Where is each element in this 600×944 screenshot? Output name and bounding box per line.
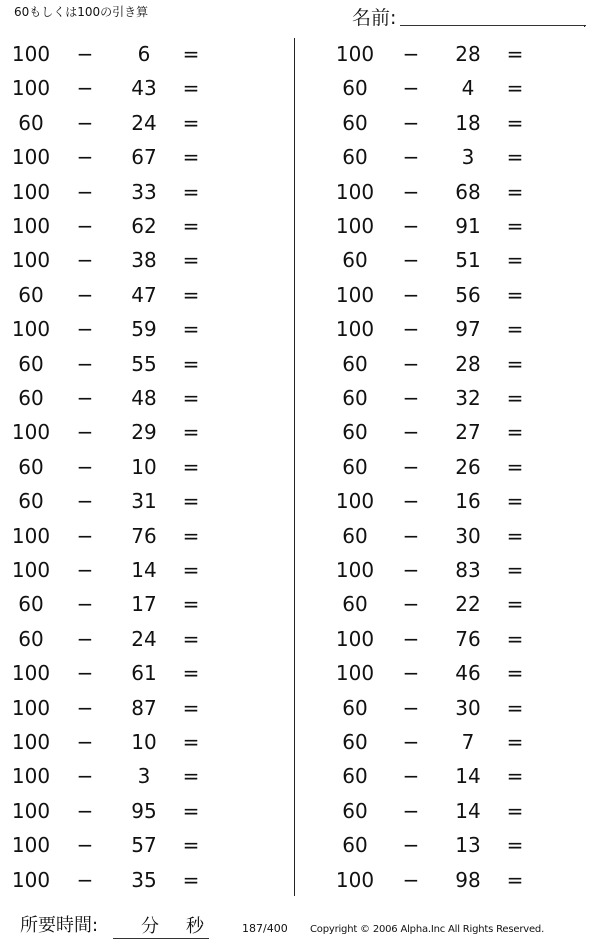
right-minuend: 100 — [335, 626, 375, 651]
left-minuend: 100 — [11, 558, 51, 582]
right-minuend: 100 — [335, 282, 375, 307]
minus-sign: − — [76, 695, 94, 720]
minus-sign: − — [402, 282, 420, 307]
problem-row — [0, 691, 600, 725]
minus-sign: − — [402, 867, 420, 892]
left-minuend: 100 — [11, 764, 51, 789]
equals-sign: = — [506, 558, 524, 582]
left-minuend: 100 — [11, 730, 51, 754]
minus-sign: − — [76, 145, 94, 170]
problem-row — [0, 71, 600, 105]
left-subtrahend: 61 — [131, 661, 157, 686]
equals-sign: = — [506, 145, 524, 170]
equals-sign: = — [182, 730, 200, 754]
problem-row — [0, 656, 600, 690]
problem-row — [0, 347, 600, 381]
equals-sign: = — [182, 592, 200, 617]
left-minuend: 60 — [18, 454, 44, 479]
left-minuend: 100 — [11, 317, 51, 342]
problem-row — [0, 106, 600, 140]
minus-sign: − — [402, 76, 420, 101]
left-minuend: 100 — [11, 695, 51, 720]
problem-row — [0, 759, 600, 793]
problem-row — [0, 863, 600, 897]
equals-sign: = — [506, 351, 524, 376]
problem-row — [0, 415, 600, 449]
right-subtrahend: 4 — [461, 76, 475, 101]
equals-sign: = — [182, 867, 200, 892]
page-number: 187/400 — [242, 922, 288, 935]
right-subtrahend: 68 — [455, 179, 481, 204]
right-subtrahend: 83 — [455, 558, 481, 582]
right-subtrahend: 13 — [455, 833, 481, 858]
equals-sign: = — [182, 454, 200, 479]
equals-sign: = — [182, 420, 200, 445]
minus-sign: − — [76, 42, 94, 66]
left-subtrahend: 29 — [131, 420, 157, 445]
right-subtrahend: 14 — [455, 764, 481, 789]
left-subtrahend: 76 — [131, 523, 157, 548]
minus-sign: − — [76, 558, 94, 582]
right-subtrahend: 16 — [455, 489, 481, 514]
right-minuend: 60 — [342, 730, 368, 754]
problem-row — [0, 622, 600, 656]
equals-sign: = — [182, 626, 200, 651]
equals-sign: = — [182, 351, 200, 376]
minus-sign: − — [76, 454, 94, 479]
right-minuend: 60 — [342, 523, 368, 548]
right-subtrahend: 98 — [455, 867, 481, 892]
minus-sign: − — [402, 798, 420, 823]
left-minuend: 60 — [18, 110, 44, 135]
equals-sign: = — [182, 282, 200, 307]
left-minuend: 100 — [11, 248, 51, 273]
minus-sign: − — [402, 110, 420, 135]
minus-sign: − — [76, 592, 94, 617]
left-subtrahend: 17 — [131, 592, 157, 617]
minus-sign: − — [402, 592, 420, 617]
left-subtrahend: 48 — [131, 386, 157, 410]
right-minuend: 100 — [335, 214, 375, 238]
worksheet-title: 60もしくは100の引き算 — [14, 5, 149, 19]
left-subtrahend: 38 — [131, 248, 157, 273]
right-subtrahend: 30 — [455, 695, 481, 720]
left-subtrahend: 31 — [131, 489, 157, 514]
minus-sign: − — [402, 626, 420, 651]
right-minuend: 100 — [335, 42, 375, 66]
equals-sign: = — [506, 661, 524, 686]
problem-row — [0, 587, 600, 621]
right-minuend: 60 — [342, 695, 368, 720]
equals-sign: = — [182, 317, 200, 342]
problem-row — [0, 37, 600, 71]
name-label: 名前: — [352, 7, 397, 29]
equals-sign: = — [506, 317, 524, 342]
minus-sign: − — [402, 730, 420, 754]
left-minuend: 100 — [11, 214, 51, 238]
right-minuend: 100 — [335, 317, 375, 342]
copyright-notice: Copyright © 2006 Alpha.Inc All Rights Reserved. — [310, 924, 545, 935]
left-minuend: 60 — [18, 626, 44, 651]
equals-sign: = — [182, 248, 200, 273]
name-line-dot: . — [583, 19, 587, 30]
equals-sign: = — [506, 282, 524, 307]
minus-sign: − — [76, 489, 94, 514]
problem-row — [0, 278, 600, 312]
right-minuend: 60 — [342, 145, 368, 170]
minus-sign: − — [76, 833, 94, 858]
right-subtrahend: 28 — [455, 351, 481, 376]
left-subtrahend: 95 — [131, 798, 157, 823]
right-minuend: 60 — [342, 76, 368, 101]
right-subtrahend: 32 — [455, 386, 481, 410]
minus-sign: − — [76, 179, 94, 204]
left-minuend: 100 — [11, 867, 51, 892]
left-minuend: 100 — [11, 145, 51, 170]
left-minuend: 60 — [18, 489, 44, 514]
minus-sign: − — [76, 626, 94, 651]
minus-sign: − — [76, 214, 94, 238]
right-minuend: 60 — [342, 833, 368, 858]
left-minuend: 100 — [11, 76, 51, 101]
left-minuend: 100 — [11, 420, 51, 445]
equals-sign: = — [182, 179, 200, 204]
minus-sign: − — [76, 420, 94, 445]
left-subtrahend: 59 — [131, 317, 157, 342]
right-subtrahend: 3 — [461, 145, 475, 170]
right-minuend: 60 — [342, 764, 368, 789]
equals-sign: = — [506, 248, 524, 273]
minus-sign: − — [402, 351, 420, 376]
left-subtrahend: 10 — [131, 454, 157, 479]
minus-sign: − — [402, 386, 420, 410]
minus-sign: − — [402, 695, 420, 720]
equals-sign: = — [182, 76, 200, 101]
problem-row — [0, 175, 600, 209]
minus-sign: − — [402, 214, 420, 238]
minus-sign: − — [76, 730, 94, 754]
minus-sign: − — [402, 558, 420, 582]
right-minuend: 60 — [342, 798, 368, 823]
minus-sign: − — [402, 833, 420, 858]
equals-sign: = — [182, 110, 200, 135]
equals-sign: = — [506, 454, 524, 479]
right-subtrahend: 56 — [455, 282, 481, 307]
equals-sign: = — [506, 867, 524, 892]
right-subtrahend: 46 — [455, 661, 481, 686]
minus-sign: − — [402, 764, 420, 789]
right-minuend: 60 — [342, 386, 368, 410]
equals-sign: = — [182, 695, 200, 720]
right-subtrahend: 30 — [455, 523, 481, 548]
equals-sign: = — [506, 798, 524, 823]
left-subtrahend: 47 — [131, 282, 157, 307]
left-minuend: 60 — [18, 351, 44, 376]
left-subtrahend: 87 — [131, 695, 157, 720]
equals-sign: = — [182, 764, 200, 789]
left-subtrahend: 6 — [137, 42, 151, 66]
equals-sign: = — [506, 420, 524, 445]
minus-sign: − — [402, 454, 420, 479]
right-minuend: 60 — [342, 592, 368, 617]
right-minuend: 60 — [342, 110, 368, 135]
right-subtrahend: 22 — [455, 592, 481, 617]
right-subtrahend: 18 — [455, 110, 481, 135]
equals-sign: = — [182, 489, 200, 514]
left-subtrahend: 24 — [131, 110, 157, 135]
minus-sign: − — [402, 420, 420, 445]
left-minuend: 100 — [11, 798, 51, 823]
right-minuend: 60 — [342, 454, 368, 479]
minus-sign: − — [76, 661, 94, 686]
seconds-unit: 秒 — [186, 916, 204, 937]
equals-sign: = — [182, 42, 200, 66]
minus-sign: − — [76, 248, 94, 273]
equals-sign: = — [506, 214, 524, 238]
left-subtrahend: 55 — [131, 351, 157, 376]
left-minuend: 60 — [18, 592, 44, 617]
problem-row — [0, 519, 600, 553]
left-subtrahend: 33 — [131, 179, 157, 204]
left-subtrahend: 67 — [131, 145, 157, 170]
problem-row — [0, 794, 600, 828]
minus-sign: − — [76, 76, 94, 101]
right-subtrahend: 14 — [455, 798, 481, 823]
right-minuend: 100 — [335, 661, 375, 686]
right-subtrahend: 51 — [455, 248, 481, 273]
problem-row — [0, 484, 600, 518]
problem-row — [0, 725, 600, 759]
problem-row — [0, 381, 600, 415]
equals-sign: = — [506, 179, 524, 204]
equals-sign: = — [182, 214, 200, 238]
minus-sign: − — [402, 42, 420, 66]
left-subtrahend: 14 — [131, 558, 157, 582]
name-blank-line — [400, 25, 586, 26]
equals-sign: = — [506, 592, 524, 617]
equals-sign: = — [182, 523, 200, 548]
left-minuend: 100 — [11, 523, 51, 548]
right-subtrahend: 27 — [455, 420, 481, 445]
left-subtrahend: 10 — [131, 730, 157, 754]
left-subtrahend: 24 — [131, 626, 157, 651]
minus-sign: − — [76, 867, 94, 892]
minus-sign: − — [76, 798, 94, 823]
left-minuend: 100 — [11, 42, 51, 66]
left-subtrahend: 35 — [131, 867, 157, 892]
equals-sign: = — [506, 76, 524, 101]
minus-sign: − — [402, 145, 420, 170]
left-subtrahend: 62 — [131, 214, 157, 238]
minus-sign: − — [402, 661, 420, 686]
equals-sign: = — [506, 386, 524, 410]
problem-row — [0, 209, 600, 243]
equals-sign: = — [182, 798, 200, 823]
footer — [0, 912, 600, 942]
minus-sign: − — [76, 351, 94, 376]
minus-sign: − — [76, 110, 94, 135]
equals-sign: = — [506, 523, 524, 548]
left-minuend: 60 — [18, 386, 44, 410]
problem-row — [0, 553, 600, 587]
equals-sign: = — [182, 145, 200, 170]
right-minuend: 100 — [335, 179, 375, 204]
minus-sign: − — [402, 248, 420, 273]
right-minuend: 60 — [342, 248, 368, 273]
problem-row — [0, 450, 600, 484]
right-subtrahend: 76 — [455, 626, 481, 651]
right-minuend: 100 — [335, 867, 375, 892]
problem-row — [0, 140, 600, 174]
equals-sign: = — [506, 730, 524, 754]
equals-sign: = — [182, 558, 200, 582]
left-subtrahend: 57 — [131, 833, 157, 858]
right-minuend: 60 — [342, 351, 368, 376]
left-minuend: 60 — [18, 282, 44, 307]
left-minuend: 100 — [11, 833, 51, 858]
problem-row — [0, 243, 600, 277]
minus-sign: − — [76, 523, 94, 548]
right-subtrahend: 91 — [455, 214, 481, 238]
left-minuend: 100 — [11, 179, 51, 204]
right-minuend: 100 — [335, 489, 375, 514]
left-minuend: 100 — [11, 661, 51, 686]
time-required-label: 所要時間: — [20, 915, 99, 936]
left-subtrahend: 3 — [137, 764, 151, 789]
minus-sign: − — [76, 317, 94, 342]
problem-row — [0, 312, 600, 346]
equals-sign: = — [506, 489, 524, 514]
right-minuend: 100 — [335, 558, 375, 582]
equals-sign: = — [182, 386, 200, 410]
equals-sign: = — [182, 661, 200, 686]
equals-sign: = — [506, 42, 524, 66]
minutes-unit: 分 — [141, 916, 159, 937]
minus-sign: − — [402, 317, 420, 342]
minus-sign: − — [76, 386, 94, 410]
minus-sign: − — [402, 489, 420, 514]
right-minuend: 60 — [342, 420, 368, 445]
minus-sign: − — [402, 523, 420, 548]
problem-row — [0, 828, 600, 862]
right-subtrahend: 97 — [455, 317, 481, 342]
minus-sign: − — [402, 179, 420, 204]
minus-sign: − — [76, 764, 94, 789]
equals-sign: = — [506, 833, 524, 858]
equals-sign: = — [506, 695, 524, 720]
equals-sign: = — [506, 626, 524, 651]
equals-sign: = — [182, 833, 200, 858]
equals-sign: = — [506, 764, 524, 789]
right-subtrahend: 7 — [461, 730, 475, 754]
equals-sign: = — [506, 110, 524, 135]
left-subtrahend: 43 — [131, 76, 157, 101]
right-subtrahend: 28 — [455, 42, 481, 66]
right-subtrahend: 26 — [455, 454, 481, 479]
minus-sign: − — [76, 282, 94, 307]
